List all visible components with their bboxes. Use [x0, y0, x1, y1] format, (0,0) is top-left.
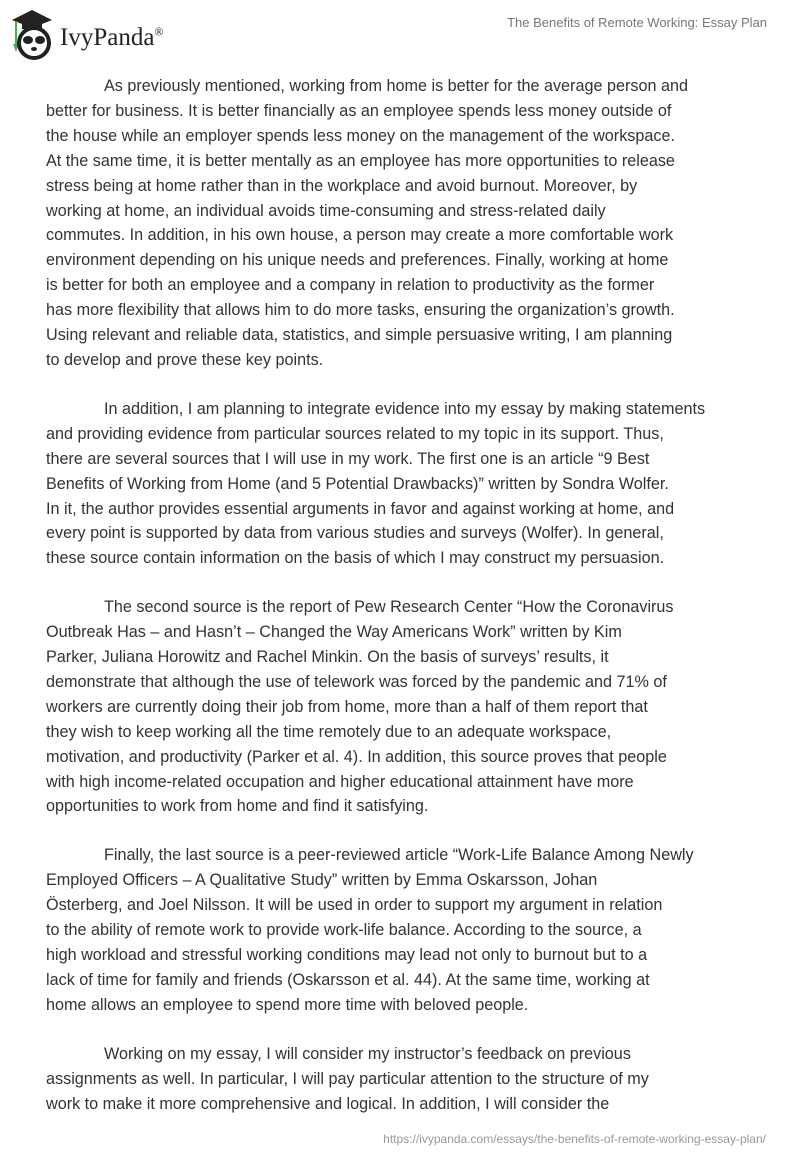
paragraph-line: to the ability of remote work to provide work-life balance. According to the source, a: [46, 921, 642, 940]
paragraph-line: Using relevant and reliable data, statistics, and simple persuasive writing, I am planning: [46, 326, 673, 345]
paragraph-line: lack of time for family and friends (Oskarsson et al. 44). At the same time, working at: [46, 970, 650, 989]
panda-logo-icon: [10, 6, 54, 62]
document-title: The Benefits of Remote Working: Essay Plan: [507, 15, 767, 30]
paragraph-line: Benefits of Working from Home (and 5 Potential Drawbacks)” written by Sondra Wolfer.: [46, 474, 669, 493]
paragraph-line: with high income-related occupation and higher educational attainment have more: [46, 772, 634, 791]
paragraph-line: has more flexibility that allows him to do more tasks, ensuring the organization’s growth.: [46, 301, 675, 320]
paragraph-line: Österberg, and Joel Nilsson. It will be used in order to support my argument in relation: [46, 896, 663, 915]
paragraph-line: workers are currently doing their job from home, more than a half of them report that: [46, 697, 648, 716]
paragraph: [46, 397, 776, 571]
paragraph-line: home allows an employee to spend more time with beloved people.: [46, 995, 529, 1014]
paragraph-line: In it, the author provides essential arguments in favor and against working at home, and: [46, 499, 675, 518]
paragraph-line: Outbreak Has – and Hasn’t – Changed the Way Americans Work” written by Kim: [46, 623, 622, 642]
paragraph-line: the house while an employer spends less money on the management of the workspace.: [46, 126, 675, 145]
paragraph-line: motivation, and productivity (Parker et al. 4). In addition, this source proves that people: [46, 747, 667, 766]
paragraph-line: work to make it more comprehensive and logical. In addition, I will consider the: [46, 1094, 610, 1113]
paragraph-line: Finally, the last source is a peer-reviewed article “Work-Life Balance Among Newly: [104, 846, 694, 865]
paragraph-line: environment depending on his unique needs and preferences. Finally, working at home: [46, 251, 669, 270]
footer-url[interactable]: https://ivypanda.com/essays/the-benefits-of-remote-working-essay-plan/: [383, 1132, 766, 1146]
ivypanda-logo[interactable]: [10, 6, 164, 62]
paragraph-line: there are several sources that I will use in my work. The first one is an article “9 Best: [46, 449, 650, 468]
essay-body: [46, 74, 776, 1140]
paragraph-line: assignments as well. In particular, I will pay particular attention to the structure of my: [46, 1069, 649, 1088]
paragraph-line: commutes. In addition, in his own house, a person may create a more comfortable work: [46, 226, 674, 245]
paragraph-line: In addition, I am planning to integrate evidence into my essay by making statements: [104, 399, 706, 418]
paragraph-line: demonstrate that although the use of telework was forced by the pandemic and 71% of: [46, 672, 667, 691]
paragraph-line: The second source is the report of Pew Research Center “How the Coronavirus: [104, 598, 674, 617]
paragraph-line: Employed Officers – A Qualitative Study” written by Emma Oskarsson, Johan: [46, 871, 598, 890]
paragraph-line: better for business. It is better financially as an employee spends less money outside of: [46, 101, 672, 120]
paragraph-line: these source contain information on the basis of which I may construct my persuasion.: [46, 549, 665, 568]
paragraph: [46, 1042, 776, 1117]
paragraph-line: high workload and stressful working conditions may lead not only to burnout but to a: [46, 946, 648, 964]
paragraph-line: and providing evidence from particular sources related to my topic in its support. Thus,: [46, 424, 664, 443]
paragraph: [46, 843, 776, 1017]
paragraph-line: As previously mentioned, working from home is better for the average person and: [104, 77, 688, 95]
paragraph-line: stress being at home rather than in the workplace and avoid burnout. Moreover, by: [46, 176, 638, 195]
paragraph-line: every point is supported by data from various studies and surveys (Wolfer). In general,: [46, 524, 664, 543]
paragraph: [46, 595, 776, 819]
logo-text: [60, 24, 164, 52]
paragraph-line: they wish to keep working all the time remotely due to an adequate workspace,: [46, 722, 612, 741]
paragraph-line: is better for both an employee and a company in relation to productivity as the former: [46, 276, 655, 295]
paragraph-line: Working on my essay, I will consider my instructor’s feedback on previous: [104, 1044, 631, 1063]
paragraph-line: working at home, an individual avoids time-consuming and stress-related daily: [46, 201, 606, 220]
paragraph-line: opportunities to work from home and find it satisfying.: [46, 797, 429, 816]
registered-mark: ®: [154, 24, 164, 39]
logo-name: IvyPanda: [60, 24, 155, 51]
paragraph-line: Parker, Juliana Horowitz and Rachel Minkin. On the basis of surveys’ results, it: [46, 648, 609, 667]
paragraph-line: At the same time, it is better mentally as an employee has more opportunities to release: [46, 151, 675, 170]
paragraph: [46, 74, 776, 373]
paragraph-line: to develop and prove these key points.: [46, 350, 324, 369]
